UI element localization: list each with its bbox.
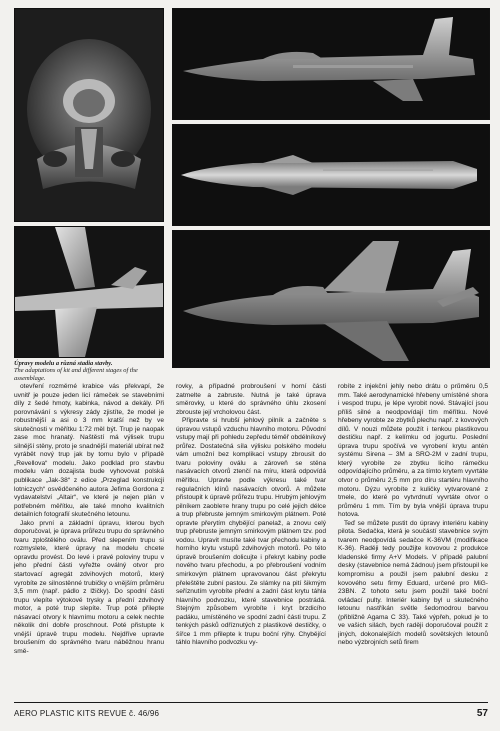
text-column-2: [176, 383, 326, 701]
photo-top-view: [172, 124, 490, 226]
photo-side-view: [172, 8, 490, 120]
caption-english: The adaptations of kit and different stages of the assemblage.: [14, 367, 138, 382]
caption-czech: Úpravy modelu a různá stadia stavby.: [14, 360, 113, 367]
side-view-image: [173, 9, 489, 119]
text-column-1: [14, 383, 164, 701]
paragraph: otevření rozměrné krabice vás překvapí, že uvnitř je pouze jeden licí rámeček se stavebními díly z šedé hmoty, kabinka, návod a dekály. Při porovnávání s výkresy zády zjistíte, že model je robustnější a asi o 3 mm kratší než by ve skutečnosti v měřítku 1:72 měl být. Trup je naopak zase moc hranatý. Naštěstí má výlisek trupu silnější stěny, proto je snadnější materiál ubírat než vyrábět nový trup jak by tomu bylo v případě „Revellova“ modelu. Jako podklad pro stavbu modelu vám dozajista bude vyhovovat polská publikace „Jak-38“ z edice „Przeglad konstrukcji lotniczych“ osvědčeného autora Jefima Gordona z vydavatelství „Altair“, ve které je nejen plán v potřebném měřítku, ale také mnoho kvalitních detailních fotografií skutečného letounu.: [14, 383, 164, 519]
photo-front-view: [14, 8, 164, 222]
article-body: [14, 383, 488, 701]
paragraph: robíte z injekční jehly nebo drátu o průměru 0,5 mm. Také aerodynamické hřebeny umístěné shora i vespod trupu, je lépe vyrobit nové. Stávající jsou příliš silné a neodpovídají tím měřítku. Nové hřebeny vyrobte ze zbytků plechu např. z kovových dílů. V nouzi můžete použít i tenkou plastikovou destičku např. z kelímku od jogurtu. Poslední úprava trupu spočívá ve vyrobení krytu antén systému Sirena – 3M a SRO-2M v zadní trupu, který vyrobíte ze zbytku licího rámečku odpovídajícího průměru, a za tímto krytem vyvrtáte otvor o průměru 2,5 mm pro díru startéru hlavního motoru. Dýzu vyrobíte z kuličky vytvarované z tmele, do které po vytvrdnutí vyvrtáte otvor o průměru 1 mm. Tím by byla vnější úprava trupu hotova.: [338, 383, 488, 519]
magazine-name: AERO PLASTIC KITS REVUE č. 46/96: [14, 708, 160, 718]
paragraph: Jako první a základní úpravu, kterou bych doporučoval, je úprava průřezu trupu do správného tvaru zploštělého oválu. Před slepením trupu si rozmyslete, které úpravy na modelu chcete opravdu provést. Do levé i pravé poloviny trupu v jeho přední části vyřežte oválný otvor pro startovací agregát zdvihových motorů, který vyrobíte ze silnostěnné trubičky o vnějším průměru 3,5 mm (např. pádlo z lžičky). Do spodní části trupu vlepíte výtokové trysky a přední zdvihový motor, a poté trup slepíte. Trup poté přilepte násavací otvory k hlavnímu motoru a celek nechte několik dní dobře proschnout. Poté přistupte k vnější úpravě trupu modelu. Nejdříve upravte broušením do správného tvaru náběžnou hranu smě-: [14, 519, 164, 655]
front-view-image: [15, 9, 163, 221]
top-view-image: [173, 125, 489, 225]
paragraph: Teď se můžete pustit do úpravy interiéru kabiny pilota. Sedačka, která je součástí stavebnice svým tvarem neodpovídá sedačce K-36VM (modifikace K-36). Raději tedy použijte kovovou z produkce kladenské firmy A+V Models. V případě palubní desky (stavebnice nemá žádnou) jsem přistoupil ke kompromisu a použil jsem palubní desku z kovového setu firmy Eduard, určené pro MiG-23BN. Z tohoto setu jsem použil také boční ovládací pulty. Interiér kabiny byl u skutečného letounu nastříkán světle šedomodrou barvou (přibližně Agama C 33). Také výpřeh, pokud je to ve vašich silách, bych raději doporučoval použít z jiných, dokonalejších modelů sovětských letounů nebo výzbrojních setů firem: [338, 519, 488, 647]
page-number: 57: [476, 707, 488, 719]
text-column-3: [338, 383, 488, 701]
assembled-model-image: [173, 231, 489, 367]
paragraph: rovky, a případné probroušení v horní části zatmelte a zabruste. Nutná je také úprava směrovky, u které do správného úhlu zkosení zbrouste její vrcholovou část.: [176, 383, 326, 416]
paragraph: Připravte si hrubší jehlový pilník a začněte s úpravou vstupů vzduchu hlavního motoru. Původní vstupy mají při pohledu zepředu téměř obdélníkový průřez. Dostatečná síla výlisku polského modelu vám umožní bez komplikací vstupy zbrousit do tvaru poloviny oválu a zároveň se stěna nasávacích otvorů ztenčí na míru, která odpovídá měřítku. Upravte podle výkresu také tvar regulačních klínů nasávacích otvorů. A můžete přistoupit k úpravě průřezu trupu. Hrubým jehlovým pilníkem zaobleте hrany trupu po celé jejich délce a trup přebruste jemným smirkovým plátnem. Poté opravte přerytím chybějící panelaž, a znovu celý trup přebruste jemným smirkovým plátnem tzv. pod vodou. Upravit musíte také tvar přechodu kabiny a horního krytu vstupů zdvihových motorů. Po této úpravě broušením dolicujte i překryt kabiny podle nového tvaru přechodu, a po přebroušení vodním smirkovým plátnem upravovanou část překrytu přeleštěte zubní pastou. Ze slámky na pití šikmým seříznutím vyrobíte přední a zadní část krytu táhla hlavního podvozku, které stavebnice postrádá. Stejným způsobem vyrobíte i kryt brzdicího padáku, umístěného ve spodní zadní části trupu. Z tenkých pásků odříznutých z plastikové destičky, o šířce 1 mm přilepte k trupu boční rýhy. Chybějící táhlo hlavního podvozku vy-: [176, 417, 326, 647]
page-footer: [14, 702, 488, 723]
photo-assembled-model: [172, 230, 490, 368]
wing-detail-image: [15, 227, 163, 357]
figure-caption: [14, 360, 166, 382]
photo-wing-detail: [14, 226, 164, 358]
